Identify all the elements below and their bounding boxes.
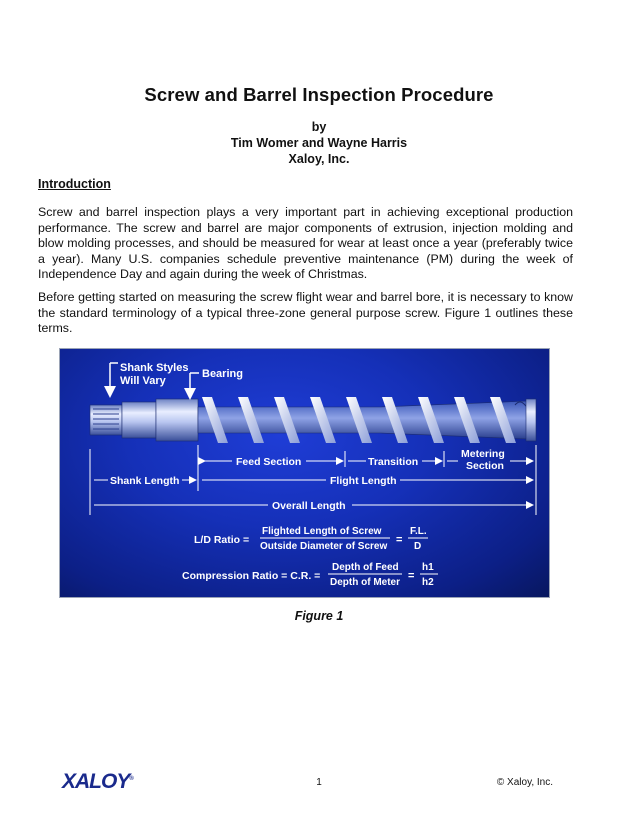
compression-ratio-formula [182, 562, 438, 588]
label-ld-fl: F.L. [410, 526, 427, 537]
label-ld-denominator: Outside Diameter of Screw [260, 541, 388, 552]
label-metering-2: Section [466, 460, 504, 472]
figure-caption: Figure 1 [294, 609, 344, 623]
label-cr-h1: h1 [422, 562, 434, 573]
label-flight-length: Flight Length [330, 475, 397, 487]
paragraph-2: Before getting started on measuring the screw flight wear and barrel bore, it is necessary to know the standard terminology of a typical three-zone general purpose screw. Figure 1 outlines these terms. [38, 290, 573, 335]
label-shank-length: Shank Length [110, 475, 180, 487]
xaloy-logo-text: XALOY [62, 770, 130, 793]
label-transition: Transition [368, 456, 419, 468]
label-cr-numerator: Depth of Feed [332, 562, 399, 573]
xaloy-logo-trademark: ® [129, 776, 134, 782]
label-cr-ratio: Compression Ratio = C.R. = [182, 570, 321, 582]
label-cr-equals: = [408, 570, 415, 582]
screw-body [198, 397, 536, 443]
label-overall-length: Overall Length [272, 500, 346, 512]
label-ld-equals: = [396, 534, 403, 546]
label-metering-1: Metering [461, 448, 505, 460]
byline [0, 119, 638, 167]
page-number: 1 [316, 777, 322, 788]
byline-authors: Tim Womer and Wayne Harris [230, 136, 408, 150]
screw-diagram-svg [60, 349, 550, 598]
footer-copyright: © Xaloy, Inc. [496, 777, 553, 788]
paragraph-1: Screw and barrel inspection plays a very important part in achieving exceptional production performance. The screw and barrel are major components of extrusion, injection molding and blow molding processes, and should be measured for wear at least once a year (preferably twice a year). Many U.S. companies schedule preventive maintenance (PM) during the week of Independence Day and again during the week of Christmas. [38, 205, 573, 281]
label-shank-styles-2: Will Vary [120, 375, 166, 387]
section-dimensions [90, 445, 536, 515]
label-cr-h2: h2 [422, 577, 434, 588]
label-bearing: Bearing [202, 368, 243, 380]
label-cr-denominator: Depth of Meter [330, 577, 400, 588]
label-feed-section: Feed Section [236, 456, 302, 468]
label-ld-ratio: L/D Ratio = [194, 534, 250, 546]
figure-screw-diagram [59, 348, 550, 598]
section-heading-introduction: Introduction [38, 177, 111, 191]
byline-company: Xaloy, Inc. [288, 152, 350, 166]
document-title: Screw and Barrel Inspection Procedure [144, 84, 494, 105]
screw-shank [90, 399, 198, 441]
byline-by: by [311, 120, 327, 134]
label-ld-d: D [414, 541, 422, 552]
label-ld-numerator: Flighted Length of Screw [262, 526, 382, 537]
label-shank-styles-1: Shank Styles [120, 362, 189, 374]
ld-ratio-formula [194, 526, 428, 552]
